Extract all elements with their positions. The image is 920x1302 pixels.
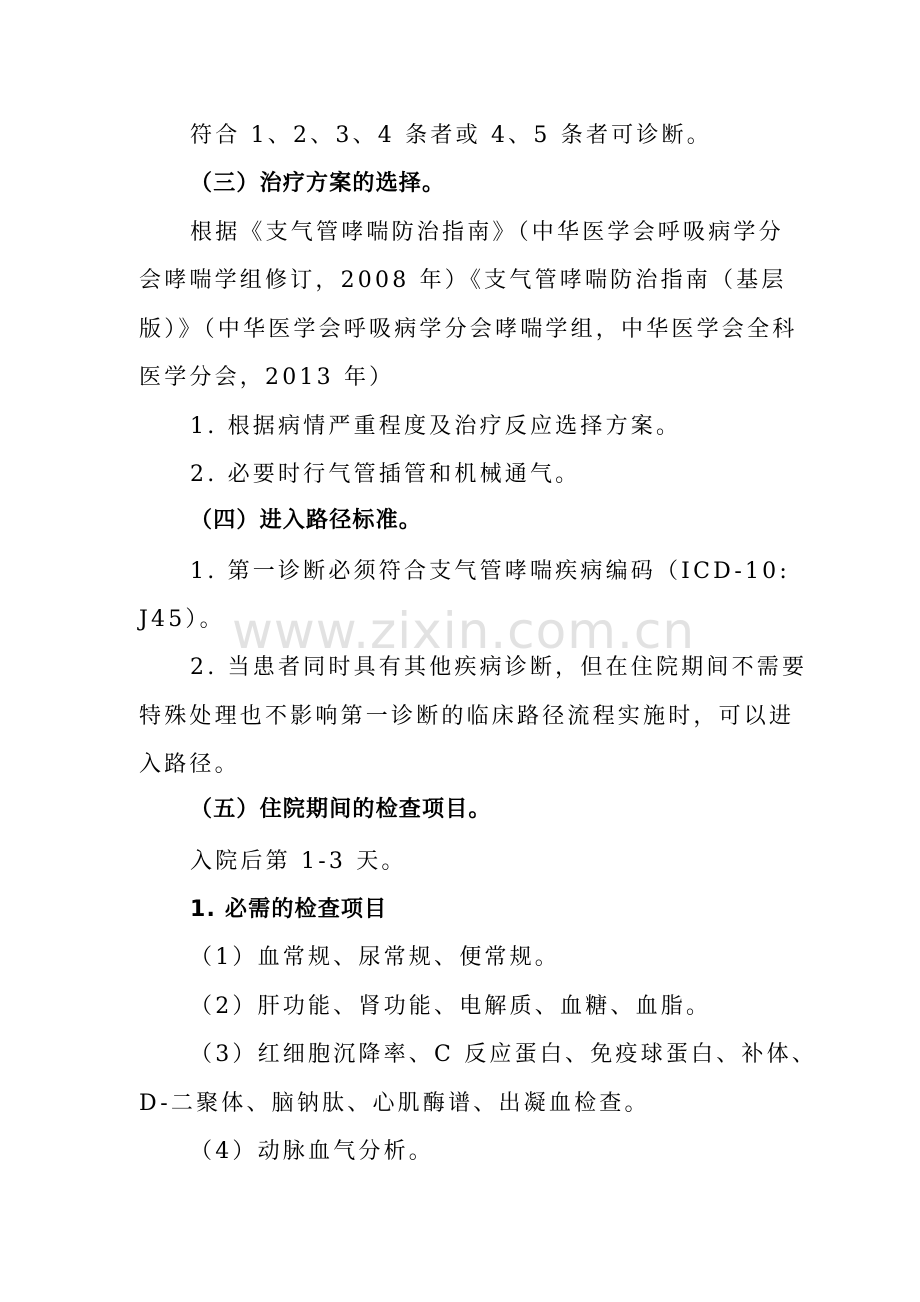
section-heading-examinations: （五）住院期间的检查项目。 [190, 797, 492, 822]
watermark: www.zixin.com.cn [232, 602, 696, 660]
list-item-exam-4: （4）动脉血气分析。 [190, 1139, 434, 1164]
paragraph-guideline-line4: 医学分会，2013 年） [139, 365, 395, 390]
list-item-entry-2-line1: 2. 当患者同时具有其他疾病诊断，但在住院期间不需要 [190, 655, 808, 680]
paragraph-guideline-line1: 根据《支气管哮喘防治指南》（中华医学会呼吸病学分 [190, 220, 784, 245]
paragraph-diagnosis-criteria: 符合 1、2、3、4 条者或 4、5 条者可诊断。 [190, 123, 712, 148]
list-item-exam-3-line1: （3）红细胞沉降率、C 反应蛋白、免疫球蛋白、补体、 [190, 1042, 818, 1067]
list-item-exam-3-line2: D-二聚体、脑钠肽、心肌酶谱、出凝血检查。 [139, 1091, 650, 1116]
list-item-exam-2: （2）肝功能、肾功能、电解质、血糖、血脂。 [190, 994, 712, 1019]
section-heading-pathway-entry: （四）进入路径标准。 [190, 508, 423, 533]
section-heading-treatment: （三）治疗方案的选择。 [190, 171, 446, 196]
list-item-entry-2-line3: 入路径。 [139, 752, 240, 777]
list-item-entry-1-line1: 1. 第一诊断必须符合支气管哮喘疾病编码（ICD-10: [190, 559, 790, 584]
list-item-entry-1-line2: J45）。 [139, 607, 225, 632]
list-item-treatment-1: 1. 根据病情严重程度及治疗反应选择方案。 [190, 414, 682, 439]
paragraph-admission-days: 入院后第 1-3 天。 [190, 849, 407, 874]
list-item-exam-1: （1）血常规、尿常规、便常规。 [190, 945, 560, 970]
paragraph-guideline-line2: 会哮喘学组修订，2008 年）《支气管哮喘防治指南（基层 [139, 268, 787, 293]
paragraph-guideline-line3: 版）》（中华医学会呼吸病学分会哮喘学组，中华医学会全科 [139, 317, 798, 342]
list-item-entry-2-line2: 特殊处理也不影响第一诊断的临床路径流程实施时，可以进 [139, 704, 795, 729]
list-item-treatment-2: 2. 必要时行气管插管和机械通气。 [190, 462, 581, 487]
subheading-required-exams: 1. 必需的检查项目 [190, 897, 388, 922]
